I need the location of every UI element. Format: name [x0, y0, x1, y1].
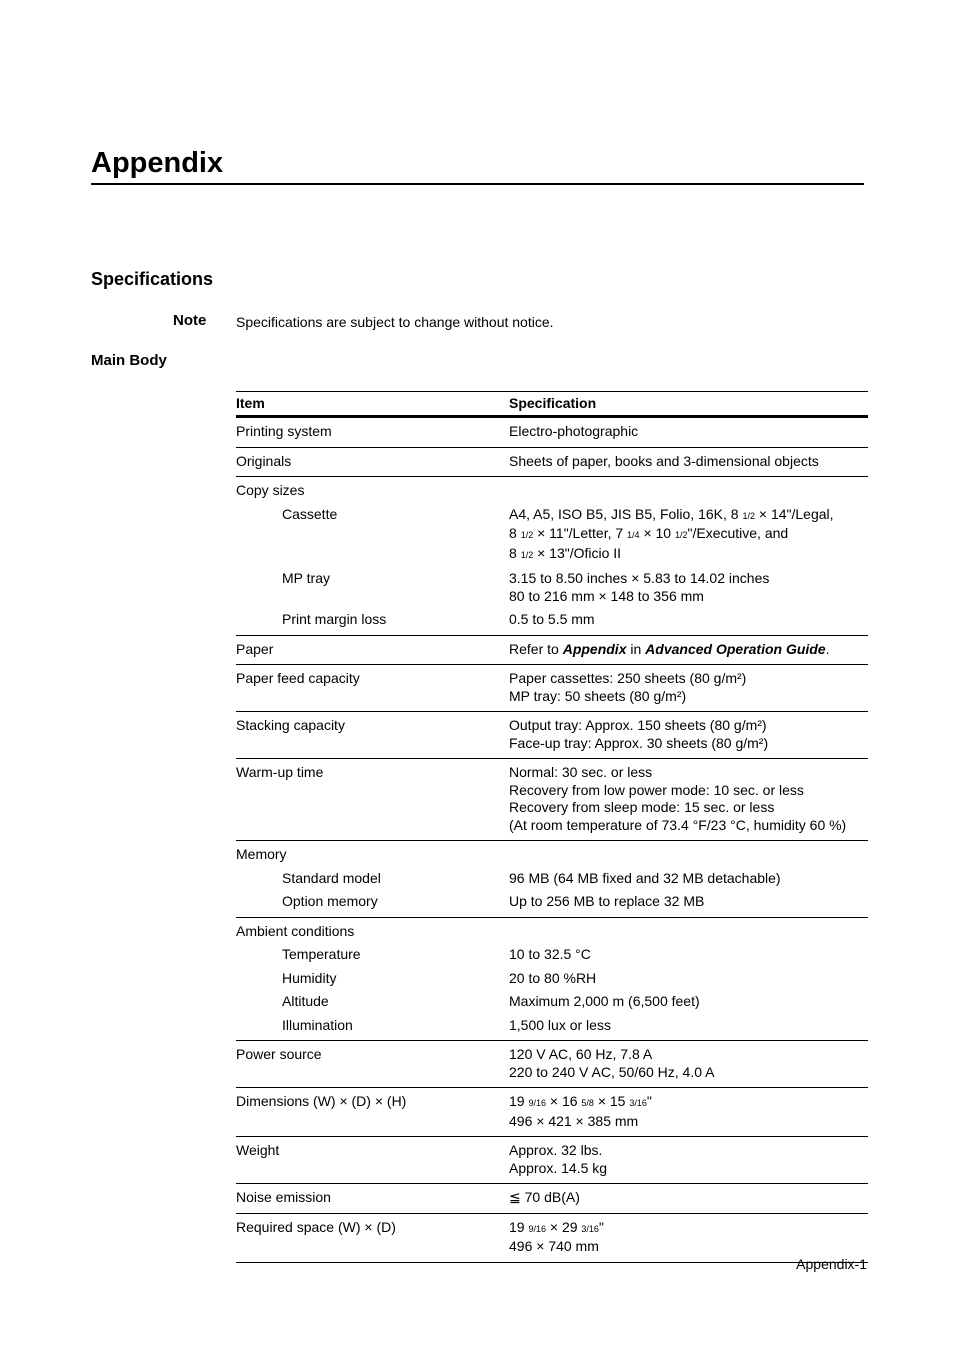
table-row [236, 1088, 868, 1137]
fraction: 1/4 [627, 530, 640, 540]
section-title: Specifications [91, 269, 214, 289]
fraction: 5/8 [581, 1098, 594, 1108]
spec-cell [509, 759, 868, 841]
spec-text: × 11"/Letter, 7 [533, 525, 628, 541]
spec-line: 80 to 216 mm × 148 to 356 mm [509, 587, 704, 604]
item-cell: Memory [236, 841, 509, 870]
table-row [236, 712, 868, 759]
spec-text: " [598, 1218, 604, 1235]
spec-line [509, 1093, 868, 1113]
item-cell: Cassette [282, 505, 338, 522]
spec-cell: 1,500 lux or less [509, 1016, 611, 1033]
item-cell: Illumination [282, 1016, 353, 1033]
spec-line [509, 525, 868, 545]
table-row [236, 1184, 868, 1214]
spec-text: A4, A5, ISO B5, JIS B5, Folio, 16K, 8 [509, 505, 743, 522]
table-row [236, 1041, 868, 1088]
header-item: Item [236, 392, 509, 417]
spec-cell: Up to 256 MB to replace 32 MB [509, 893, 705, 909]
table-row [236, 665, 868, 712]
spec-cell [509, 712, 868, 759]
item-cell: Weight [236, 1137, 509, 1184]
spec-text: Refer to [509, 640, 563, 657]
spec-cell [509, 1041, 868, 1088]
spec-line [509, 545, 868, 565]
spec-text: × 29 [546, 1218, 582, 1235]
table-row [236, 759, 868, 841]
item-cell: Warm-up time [236, 759, 509, 841]
spec-line: 496 × 421 × 385 mm [509, 1112, 639, 1129]
fraction: 1/2 [674, 530, 688, 540]
table-row [236, 841, 868, 870]
spec-cell: 20 to 80 %RH [509, 969, 597, 986]
spec-line: Approx. 14.5 kg [509, 1159, 608, 1176]
reference-appendix: Appendix [562, 640, 627, 657]
spec-cell: 0.5 to 5.5 mm [509, 611, 595, 627]
spec-cell [509, 477, 868, 506]
item-cell: Noise emission [236, 1184, 509, 1214]
table-row [236, 417, 868, 448]
spec-cell: 10 to 32.5 °C [509, 946, 591, 962]
item-cell: Option memory [282, 893, 378, 909]
item-cell: Originals [236, 447, 509, 477]
fraction: 1/2 [520, 549, 534, 560]
spec-cell [509, 1137, 868, 1184]
table-row [236, 870, 868, 894]
header-specification: Specification [509, 392, 868, 417]
table-row [236, 970, 868, 994]
spec-text: × 15 [593, 1093, 630, 1109]
spec-line: 220 to 240 V AC, 50/60 Hz, 4.0 A [509, 1063, 715, 1080]
fraction: 9/16 [528, 1098, 546, 1108]
page-number: Appendix-1 [796, 1256, 867, 1272]
spec-cell: ≦ 70 dB(A) [509, 1184, 868, 1214]
spec-line: 496 × 740 mm [509, 1238, 599, 1254]
spec-cell: Sheets of paper, books and 3-dimensional objects [509, 447, 868, 477]
chapter-title-rule [91, 183, 864, 185]
item-cell: Print margin loss [282, 611, 387, 627]
spec-cell [509, 665, 868, 712]
table-row [236, 917, 868, 946]
spec-line: Paper cassettes: 250 sheets (80 g/m²) [509, 670, 747, 686]
spec-cell [509, 841, 868, 870]
table-row [236, 1017, 868, 1041]
spec-line: Output tray: Approx. 150 sheets (80 g/m²) [509, 717, 767, 733]
item-cell: Altitude [282, 993, 329, 1009]
item-cell: Temperature [282, 946, 361, 962]
spec-text: 8 [509, 525, 521, 541]
item-cell: Ambient conditions [236, 917, 509, 946]
spec-line: 3.15 to 8.50 inches × 5.83 to 14.02 inches [509, 570, 770, 586]
item-cell: Paper feed capacity [236, 665, 509, 712]
spec-cell: 96 MB (64 MB fixed and 32 MB detachable) [509, 869, 781, 886]
table-row [236, 447, 868, 477]
item-cell: MP tray [282, 570, 330, 586]
item-cell: Printing system [236, 417, 509, 448]
spec-text: 19 [509, 1218, 529, 1235]
spec-text: × 16 [546, 1093, 582, 1109]
spec-cell [509, 917, 868, 946]
note-label: Note [173, 312, 207, 329]
table-row [236, 506, 868, 571]
spec-cell [509, 1088, 868, 1137]
item-cell: Copy sizes [236, 477, 509, 506]
spec-text: 8 [509, 544, 521, 561]
spec-text: "/Executive, and [687, 525, 789, 541]
chapter-title: Appendix [91, 147, 224, 179]
spec-text: × 13"/Oficio II [533, 544, 622, 561]
spec-text: . [825, 640, 830, 657]
spec-line [509, 506, 868, 526]
spec-cell: Electro-photographic [509, 417, 868, 448]
spec-cell [509, 506, 868, 571]
item-cell: Paper [236, 635, 509, 665]
spec-cell [509, 635, 868, 665]
spec-line: 120 V AC, 60 Hz, 7.8 A [509, 1046, 653, 1062]
spec-line: Recovery from low power mode: 10 sec. or less [509, 781, 804, 798]
table-row [236, 1213, 868, 1262]
spec-text: 19 [509, 1093, 529, 1109]
item-cell: Stacking capacity [236, 712, 509, 759]
item-cell: Power source [236, 1041, 509, 1088]
spec-text: × 14"/Legal, [754, 505, 834, 522]
table-row [236, 477, 868, 506]
fraction: 3/16 [629, 1098, 647, 1108]
fraction: 3/16 [581, 1223, 599, 1234]
table-header-row [236, 392, 868, 417]
spec-cell [509, 570, 868, 611]
spec-line [509, 1219, 868, 1239]
table-row [236, 570, 868, 611]
spec-line: MP tray: 50 sheets (80 g/m²) [509, 687, 687, 704]
spec-text: in [626, 640, 646, 657]
spec-line: Recovery from sleep mode: 15 sec. or less [509, 799, 775, 815]
table-row [236, 1137, 868, 1184]
table-row [236, 993, 868, 1017]
subsection-title: Main Body [91, 352, 167, 369]
spec-cell: Maximum 2,000 m (6,500 feet) [509, 993, 700, 1009]
reference-guide: Advanced Operation Guide [645, 640, 826, 657]
spec-line: Approx. 32 lbs. [509, 1142, 603, 1158]
spec-line: (At room temperature of 73.4 °F/23 °C, humidity 60 %) [509, 816, 847, 833]
fraction: 9/16 [528, 1223, 546, 1234]
fraction: 1/2 [742, 510, 755, 521]
item-cell: Humidity [282, 969, 337, 986]
spec-text: " [646, 1093, 652, 1109]
spec-line: Face-up tray: Approx. 30 sheets (80 g/m²) [509, 734, 769, 751]
table-row [236, 611, 868, 635]
fraction: 1/2 [520, 530, 534, 540]
item-cell: Required space (W) × (D) [236, 1213, 509, 1262]
table-row [236, 893, 868, 917]
note-text: Specifications are subject to change without notice. [236, 314, 554, 330]
item-cell: Standard model [282, 869, 381, 886]
table-row [236, 946, 868, 970]
item-cell: Dimensions (W) × (D) × (H) [236, 1088, 509, 1137]
table-row [236, 635, 868, 665]
spec-text: × 10 [639, 525, 675, 541]
specifications-table [236, 391, 868, 1263]
spec-line: Normal: 30 sec. or less [509, 764, 653, 780]
